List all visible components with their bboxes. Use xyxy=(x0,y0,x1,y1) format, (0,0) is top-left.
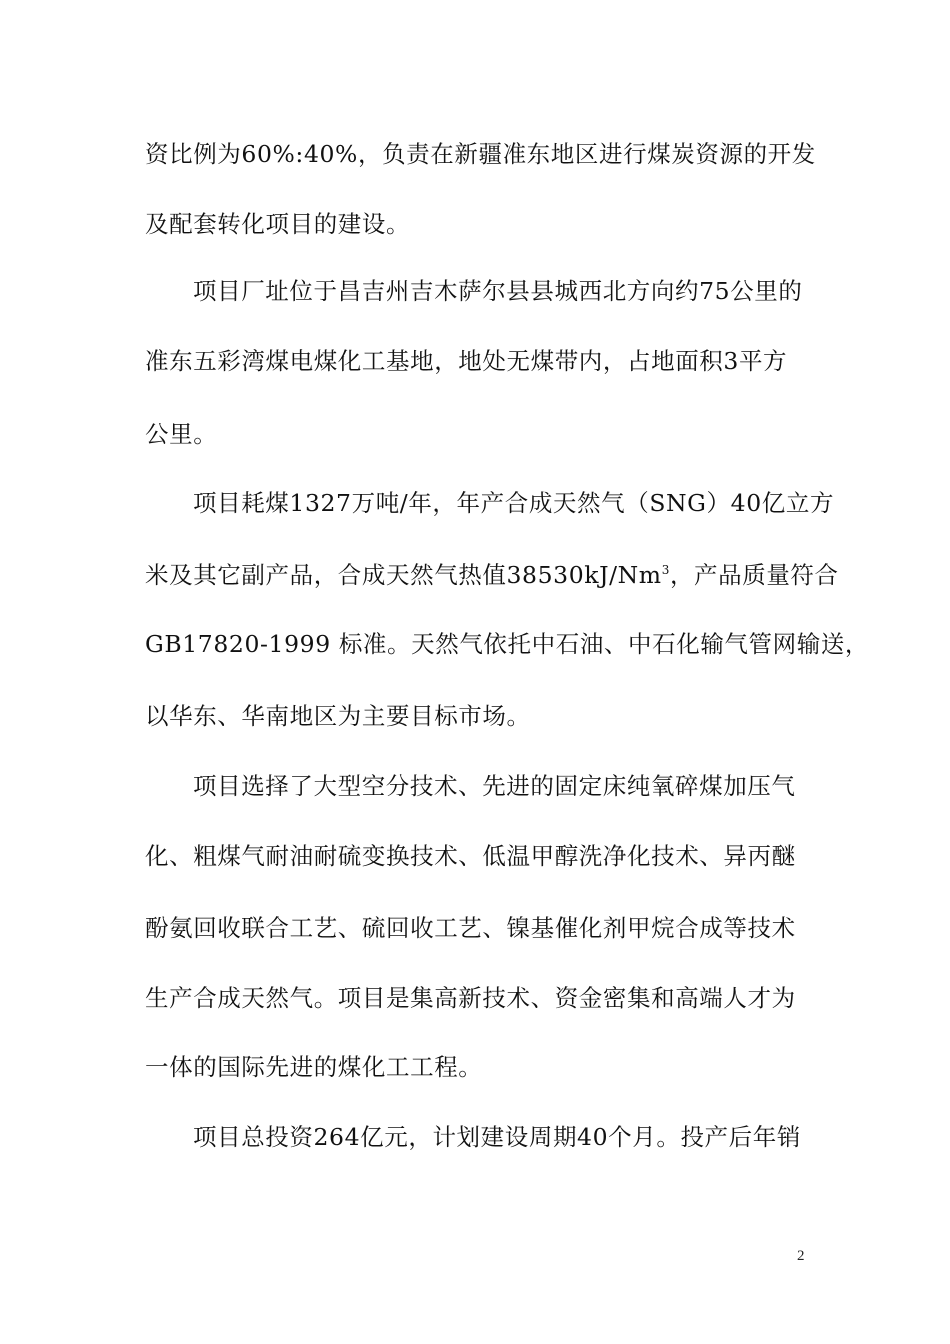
text-line xyxy=(145,559,839,591)
text-line: 生产合成天然气。项目是集高新技术、资金密集和高端人才为 xyxy=(145,984,796,1012)
text-line: 以华东、华南地区为主要目标市场。 xyxy=(145,702,531,730)
superscript: 3 xyxy=(661,563,670,578)
text-line: 项目选择了大型空分技术、先进的固定床纯氧碎煤加压气 xyxy=(193,772,796,800)
text-line: 项目耗煤1327万吨/年，年产合成天然气（SNG）40亿立方 xyxy=(193,489,835,517)
text-line: 资比例为60%:40%，负责在新疆准东地区进行煤炭资源的开发 xyxy=(145,140,816,168)
page-number: 2 xyxy=(797,1248,805,1264)
text-line: 项目厂址位于昌吉州吉木萨尔县县城西北方向约75公里的 xyxy=(193,277,803,305)
text-line: 化、粗煤气耐油耐硫变换技术、低温甲醇洗净化技术、异丙醚 xyxy=(145,842,796,870)
text-line: 准东五彩湾煤电煤化工基地，地处无煤带内，占地面积3平方 xyxy=(145,347,788,375)
text-line: 项目总投资264亿元，计划建设周期40个月。投产后年销 xyxy=(193,1123,801,1151)
text-line: 公里。 xyxy=(145,420,218,448)
text-line: 及配套转化项目的建设。 xyxy=(145,210,411,238)
text-line: GB17820-1999 标准。天然气依托中石油、中石化输气管网输送， xyxy=(145,630,870,658)
text-line: 一体的国际先进的煤化工工程。 xyxy=(145,1053,483,1081)
text-line-tail: ，产品质量符合 xyxy=(669,561,839,589)
text-line-main: 米及其它副产品，合成天然气热值38530kJ/Nm xyxy=(145,561,662,589)
text-line: 酚氨回收联合工艺、硫回收工艺、镍基催化剂甲烷合成等技术 xyxy=(145,914,796,942)
